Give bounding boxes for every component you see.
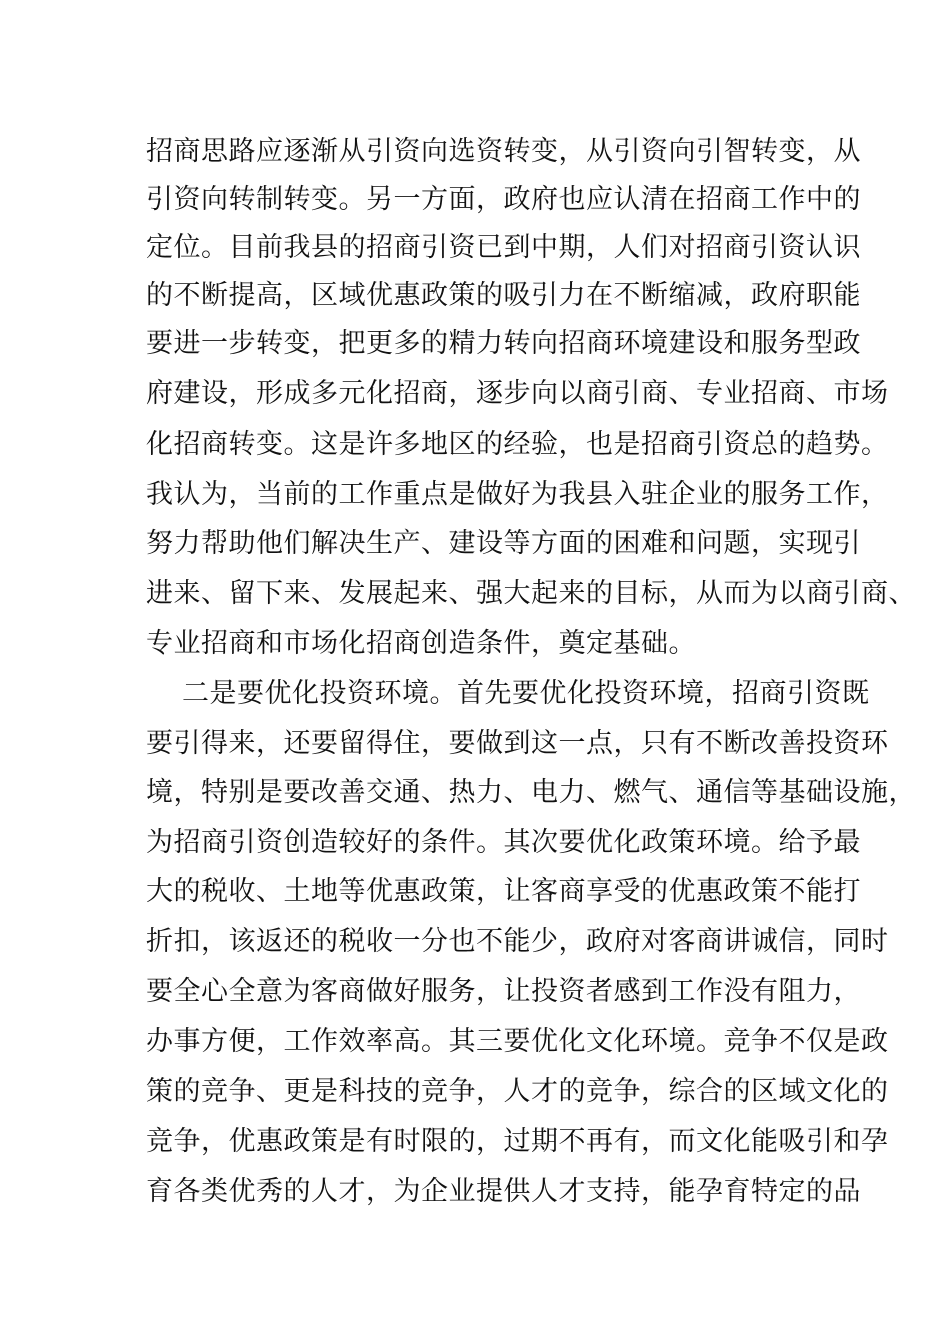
text-line: 大的税收、土地等优惠政策，让客商享受的优惠政策不能打 bbox=[146, 876, 861, 907]
text-line: 化招商转变。这是许多地区的经验，也是招商引资总的趋势。 bbox=[146, 429, 889, 460]
text-line: 为招商引资创造较好的条件。其次要优化政策环境。给予最 bbox=[146, 827, 861, 858]
text-line: 要进一步转变，把更多的精力转向招商环境建设和服务型政 bbox=[146, 328, 861, 359]
text-line: 专业招商和市场化招商创造条件，奠定基础。 bbox=[146, 628, 696, 659]
text-line: 定位。目前我县的招商引资已到中期，人们对招商引资认识 bbox=[146, 232, 861, 263]
text-line: 竞争，优惠政策是有时限的，过期不再有，而文化能吸引和孕 bbox=[146, 1126, 889, 1157]
text-line: 境，特别是要改善交通、热力、电力、燃气、通信等基础设施， bbox=[146, 777, 916, 808]
text-line: 引资向转制转变。另一方面，政府也应认清在招商工作中的 bbox=[146, 184, 861, 215]
text-line: 策的竞争、更是科技的竞争，人才的竞争，综合的区域文化的 bbox=[146, 1076, 889, 1107]
text-line: 招商思路应逐渐从引资向选资转变，从引资向引智转变，从 bbox=[146, 136, 861, 167]
text-line: 府建设，形成多元化招商，逐步向以商引商、专业招商、市场 bbox=[146, 378, 889, 409]
paragraph-first-line: 二是要优化投资环境。首先要优化投资环境，招商引资既 bbox=[182, 678, 870, 709]
text-line: 我认为，当前的工作重点是做好为我县入驻企业的服务工作， bbox=[146, 479, 889, 510]
text-line: 进来、留下来、发展起来、强大起来的目标，从而为以商引商、 bbox=[146, 578, 916, 609]
text-line: 要引得来，还要留得住，要做到这一点，只有不断改善投资环 bbox=[146, 728, 889, 759]
text-line: 办事方便，工作效率高。其三要优化文化环境。竞争不仅是政 bbox=[146, 1026, 889, 1057]
text-line: 要全心全意为客商做好服务，让投资者感到工作没有阻力， bbox=[146, 976, 861, 1007]
text-line: 的不断提高，区域优惠政策的吸引力在不断缩减，政府职能 bbox=[146, 280, 861, 311]
text-line: 折扣，该返还的税收一分也不能少，政府对客商讲诚信，同时 bbox=[146, 926, 889, 957]
text-line: 育各类优秀的人才，为企业提供人才支持，能孕育特定的品 bbox=[146, 1176, 861, 1207]
text-line: 努力帮助他们解决生产、建设等方面的困难和问题，实现引 bbox=[146, 528, 861, 559]
